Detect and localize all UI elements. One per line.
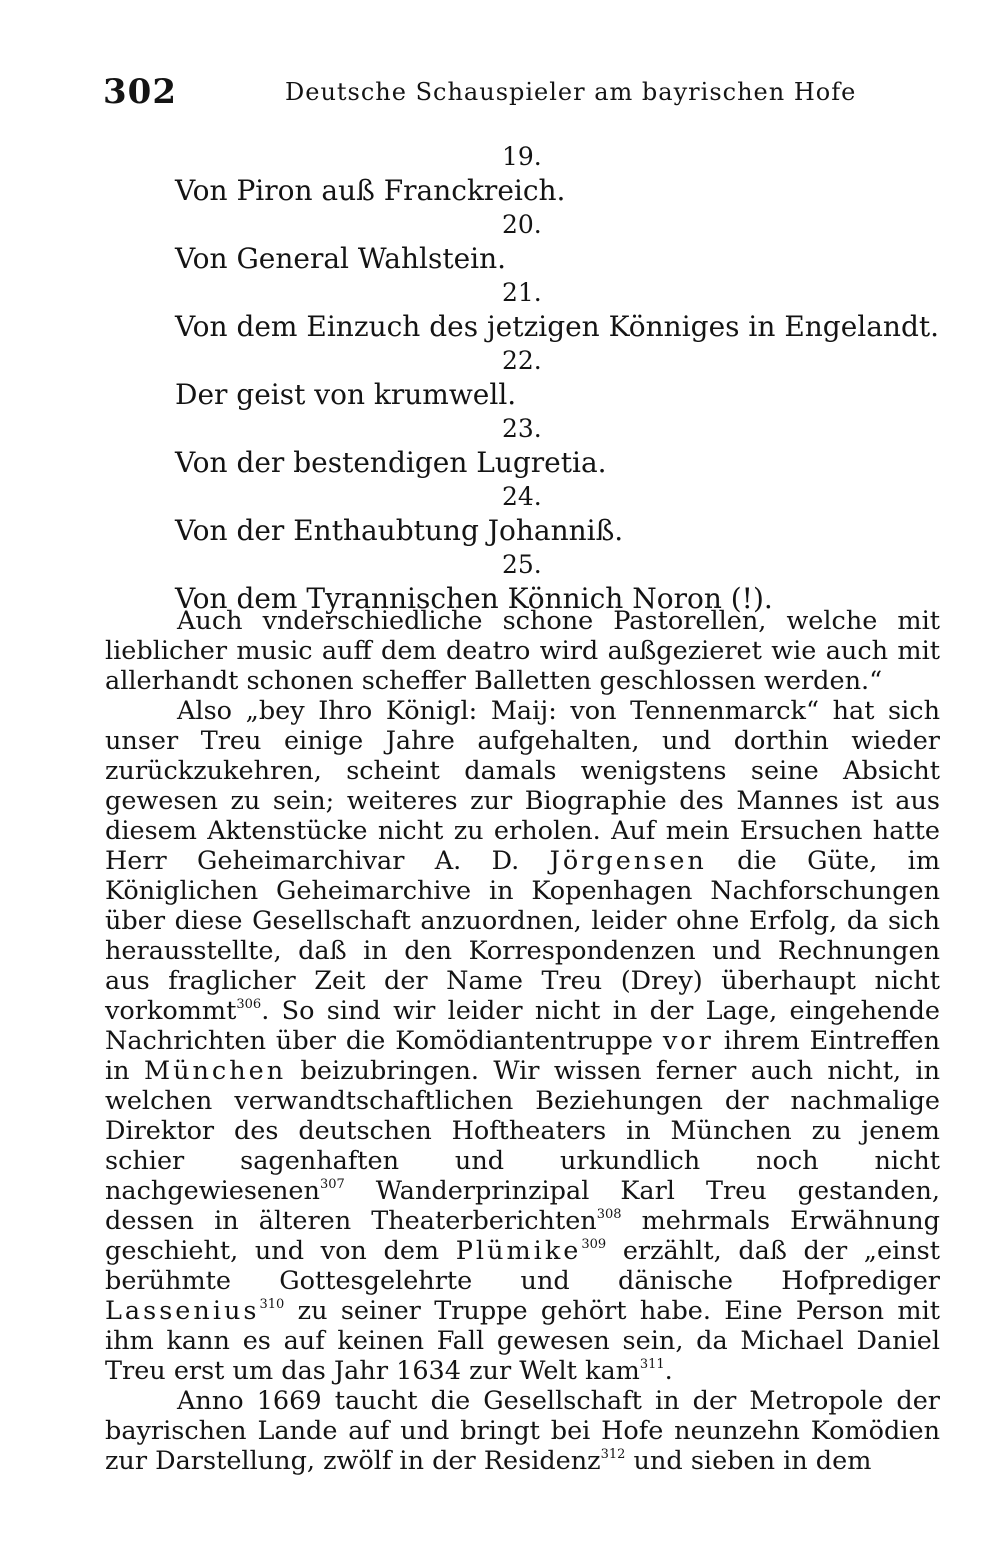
entry-title: Von der bestendigen Lugretia. [175,446,607,479]
running-title: Deutsche Schauspieler am bayrischen Hofe [285,78,857,106]
footnote-ref-309: 309 [581,1237,607,1252]
text-run: zu seiner Truppe gehört habe. Eine Person mit ihm kann es auf keinen Fall gewesen sein, da Michael Daniel Treu erst um das Jahr 1634 zur Welt kam [105,1296,940,1386]
entry-number: 19. [502,142,542,171]
text-run: beizubringen. Wir wissen ferner auch nicht, in welchen verwandtschaftlichen Beziehungen der nachmalige Direktor des deutschen Hoftheaters in München zu jenem schier sagenhaften und urkundlich noch nicht nachgewiesenen [105,1056,941,1206]
page-header [0,72,1000,116]
emphasis-vor: vor [662,1026,714,1056]
entry-number: 23. [502,414,542,443]
paragraph-treu [105,696,940,1386]
text-run: erzählt, daß der „einst berühmte Gottesgelehrte und dänische Hofprediger [105,1236,940,1296]
text-run: Also „bey Ihro Königl: Maij: von Tennenmarck“ hat sich unser Treu einige Jahre aufgehalten, und dorthin wieder zurückzukehren, scheint damals wenigstens seine Absicht gewesen zu sein; weiteres zur Biographie des Mannes ist aus diesem Aktenstücke nicht zu erholen. Auf mein Ersuchen hatte Herr Geheimarchivar A. D. [105,696,940,876]
paragraph-anno-1669 [105,1386,940,1476]
text-run: . So sind wir leider nicht in der Lage, eingehende Nachrichten über die Komödiantentruppe [105,996,940,1056]
list-item [175,412,935,480]
entry-number: 21. [502,278,542,307]
entry-number: 22. [502,346,542,375]
list-item [175,276,940,344]
comedy-list [175,140,940,616]
text-run: Anno 1669 taucht die Gesellschaft in der Metropole der bayrischen Lande auf und bringt bei Hofe neunzehn Komödien zur Darstellung, zwölf in der Residenz [105,1386,940,1476]
text-run: die Güte, im Königlichen Geheimarchive in Kopenhagen Nachforschungen über diese Gesellschaft anzuordnen, leider ohne Erfolg, da sich herausstellte, daß in den Korrespondenzen und Rechnungen aus fraglicher Zeit der Name Treu (Drey) überhaupt nicht vorkommt [105,846,941,1026]
footnote-ref-311: 311 [639,1357,665,1372]
entry-number: 24. [502,482,542,511]
paragraph-quote-end: Auch vnderschiedliche schone Pastorellen, welche mit lieblicher music auff dem deatro wird außgezieret wie auch mit allerhandt schonen scheffer Balletten geschlossen werden.“ [105,606,940,696]
footnote-ref-308: 308 [596,1207,622,1222]
name-joergensen: Jörgensen [549,846,707,876]
footnote-ref-312: 312 [600,1447,626,1462]
list-item [175,140,935,208]
footnote-ref-306: 306 [236,997,262,1012]
entry-title: Der geist von krumwell. [175,378,517,411]
entry-title: Von Piron auß Franckreich. [175,174,566,207]
footnote-ref-310: 310 [259,1297,285,1312]
text-run: . [664,1356,673,1386]
page-number: 302 [103,72,177,112]
text-run: Wanderprinzipal Karl Treu gestanden, dessen in älteren Theaterberichten [105,1176,940,1236]
name-pluemike: Plümike [455,1236,582,1266]
body-text [105,606,940,1476]
entry-title: Von General Wahlstein. [175,242,507,275]
name-lassenius: Lassenius [105,1296,260,1326]
footnote-ref-307: 307 [319,1177,345,1192]
text-run: und sieben in dem [625,1446,872,1476]
place-muenchen: München [143,1056,287,1086]
list-item [175,480,935,548]
entry-title: Von dem Tyrannischen Könnich Noron (!). [175,582,773,615]
entry-title: Von der Enthaubtung Johanniß. [175,514,624,547]
entry-title: Von dem Einzuch des jetzigen Könniges in Engelandt. [175,310,940,343]
list-item [175,208,935,276]
entry-number: 20. [502,210,542,239]
entry-number: 25. [502,550,542,579]
text-run: ihrem Eintreffen in [105,1026,941,1086]
list-item [175,344,935,412]
text-run: mehrmals Erwähnung geschieht, und von dem [105,1206,941,1266]
